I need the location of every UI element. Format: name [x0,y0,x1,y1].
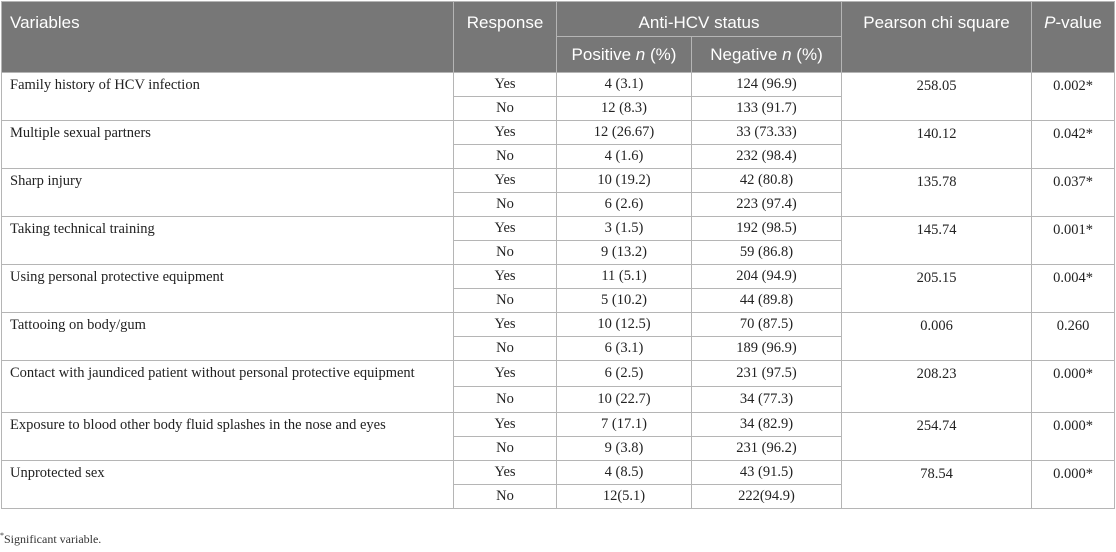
header-row-1 [2,2,1115,37]
chi-square-cell: 208.23 [842,361,1032,413]
chi-square-cell: 254.74 [842,413,1032,461]
variable-cell: Unprotected sex [2,461,454,509]
response-cell: No [454,485,557,509]
footnote-marker: * [0,531,4,540]
chi-square-cell: 140.12 [842,121,1032,169]
percent-label: (%) [650,45,677,64]
positive-cell: 9 (3.8) [557,437,692,461]
p-value-cell: 0.042* [1032,121,1115,169]
negative-cell: 42 (80.8) [692,169,842,193]
response-cell: Yes [454,265,557,289]
negative-label: Negative [710,45,778,64]
response-cell: Yes [454,217,557,241]
data-table [1,1,1115,509]
negative-cell: 34 (82.9) [692,413,842,437]
negative-cell: 44 (89.8) [692,289,842,313]
p-value-cell: 0.037* [1032,169,1115,217]
variable-cell: Tattooing on body/gum [2,313,454,361]
p-value-cell: 0.000* [1032,413,1115,461]
p-value-cell: 0.260 [1032,313,1115,361]
response-cell: No [454,145,557,169]
table-body [2,73,1115,509]
response-cell: Yes [454,461,557,485]
negative-cell: 232 (98.4) [692,145,842,169]
positive-cell: 10 (19.2) [557,169,692,193]
header-anti-hcv-status: Anti-HCV status [557,2,842,37]
positive-cell: 12 (26.67) [557,121,692,145]
response-cell: No [454,387,557,413]
chi-square-cell: 78.54 [842,461,1032,509]
variable-cell: Contact with jaundiced patient without personal protective equipment [2,361,454,413]
p-value-cell: 0.000* [1032,461,1115,509]
negative-cell: 231 (97.5) [692,361,842,387]
table-row [2,169,1115,193]
p-value-cell: 0.002* [1032,73,1115,121]
negative-cell: 33 (73.33) [692,121,842,145]
header-response: Response [454,2,557,73]
n-symbol: n [782,45,792,64]
p-value-cell: 0.001* [1032,217,1115,265]
negative-cell: 192 (98.5) [692,217,842,241]
variable-cell: Exposure to blood other body fluid splashes in the nose and eyes [2,413,454,461]
response-cell: No [454,193,557,217]
chi-square-cell: 0.006 [842,313,1032,361]
table-row [2,313,1115,337]
response-cell: Yes [454,73,557,97]
positive-cell: 12(5.1) [557,485,692,509]
response-cell: Yes [454,121,557,145]
negative-cell: 43 (91.5) [692,461,842,485]
footnote-text: Significant variable. [4,532,102,546]
table-row [2,413,1115,437]
negative-cell: 133 (91.7) [692,97,842,121]
negative-cell: 204 (94.9) [692,265,842,289]
variable-cell: Using personal protective equipment [2,265,454,313]
positive-label: Positive [571,45,632,64]
negative-cell: 124 (96.9) [692,73,842,97]
p-value-cell: 0.000* [1032,361,1115,413]
response-cell: No [454,289,557,313]
header-negative [692,37,842,73]
header-p-value [1032,2,1115,73]
positive-cell: 4 (1.6) [557,145,692,169]
table-row [2,361,1115,387]
response-cell: Yes [454,413,557,437]
positive-cell: 3 (1.5) [557,217,692,241]
table-row [2,217,1115,241]
negative-cell: 70 (87.5) [692,313,842,337]
negative-cell: 222(94.9) [692,485,842,509]
positive-cell: 10 (12.5) [557,313,692,337]
chi-square-cell: 145.74 [842,217,1032,265]
n-symbol: n [635,45,646,64]
response-cell: Yes [454,313,557,337]
response-cell: No [454,241,557,265]
positive-cell: 5 (10.2) [557,289,692,313]
positive-cell: 6 (2.6) [557,193,692,217]
variable-cell: Taking technical training [2,217,454,265]
table-row [2,461,1115,485]
p-suffix: -value [1055,13,1102,32]
header-pearson-chi-square: Pearson chi square [842,2,1032,73]
negative-cell: 34 (77.3) [692,387,842,413]
response-cell: No [454,437,557,461]
table-row [2,73,1115,97]
positive-cell: 4 (8.5) [557,461,692,485]
negative-cell: 59 (86.8) [692,241,842,265]
positive-cell: 11 (5.1) [557,265,692,289]
negative-cell: 231 (96.2) [692,437,842,461]
table-row [2,265,1115,289]
positive-cell: 6 (2.5) [557,361,692,387]
p-value-cell: 0.004* [1032,265,1115,313]
variable-cell: Family history of HCV infection [2,73,454,121]
chi-square-cell: 205.15 [842,265,1032,313]
variable-cell: Multiple sexual partners [2,121,454,169]
variable-cell: Sharp injury [2,169,454,217]
header-positive [557,37,692,73]
negative-cell: 223 (97.4) [692,193,842,217]
response-cell: No [454,97,557,121]
percent-label: (%) [796,45,823,64]
positive-cell: 12 (8.3) [557,97,692,121]
response-cell: Yes [454,169,557,193]
p-symbol: P [1044,13,1056,32]
positive-cell: 10 (22.7) [557,387,692,413]
chi-square-cell: 135.78 [842,169,1032,217]
footnote [0,531,101,547]
positive-cell: 7 (17.1) [557,413,692,437]
positive-cell: 4 (3.1) [557,73,692,97]
positive-cell: 9 (13.2) [557,241,692,265]
header-variables: Variables [2,2,454,73]
table-row [2,121,1115,145]
response-cell: Yes [454,361,557,387]
response-cell: No [454,337,557,361]
negative-cell: 189 (96.9) [692,337,842,361]
chi-square-cell: 258.05 [842,73,1032,121]
positive-cell: 6 (3.1) [557,337,692,361]
